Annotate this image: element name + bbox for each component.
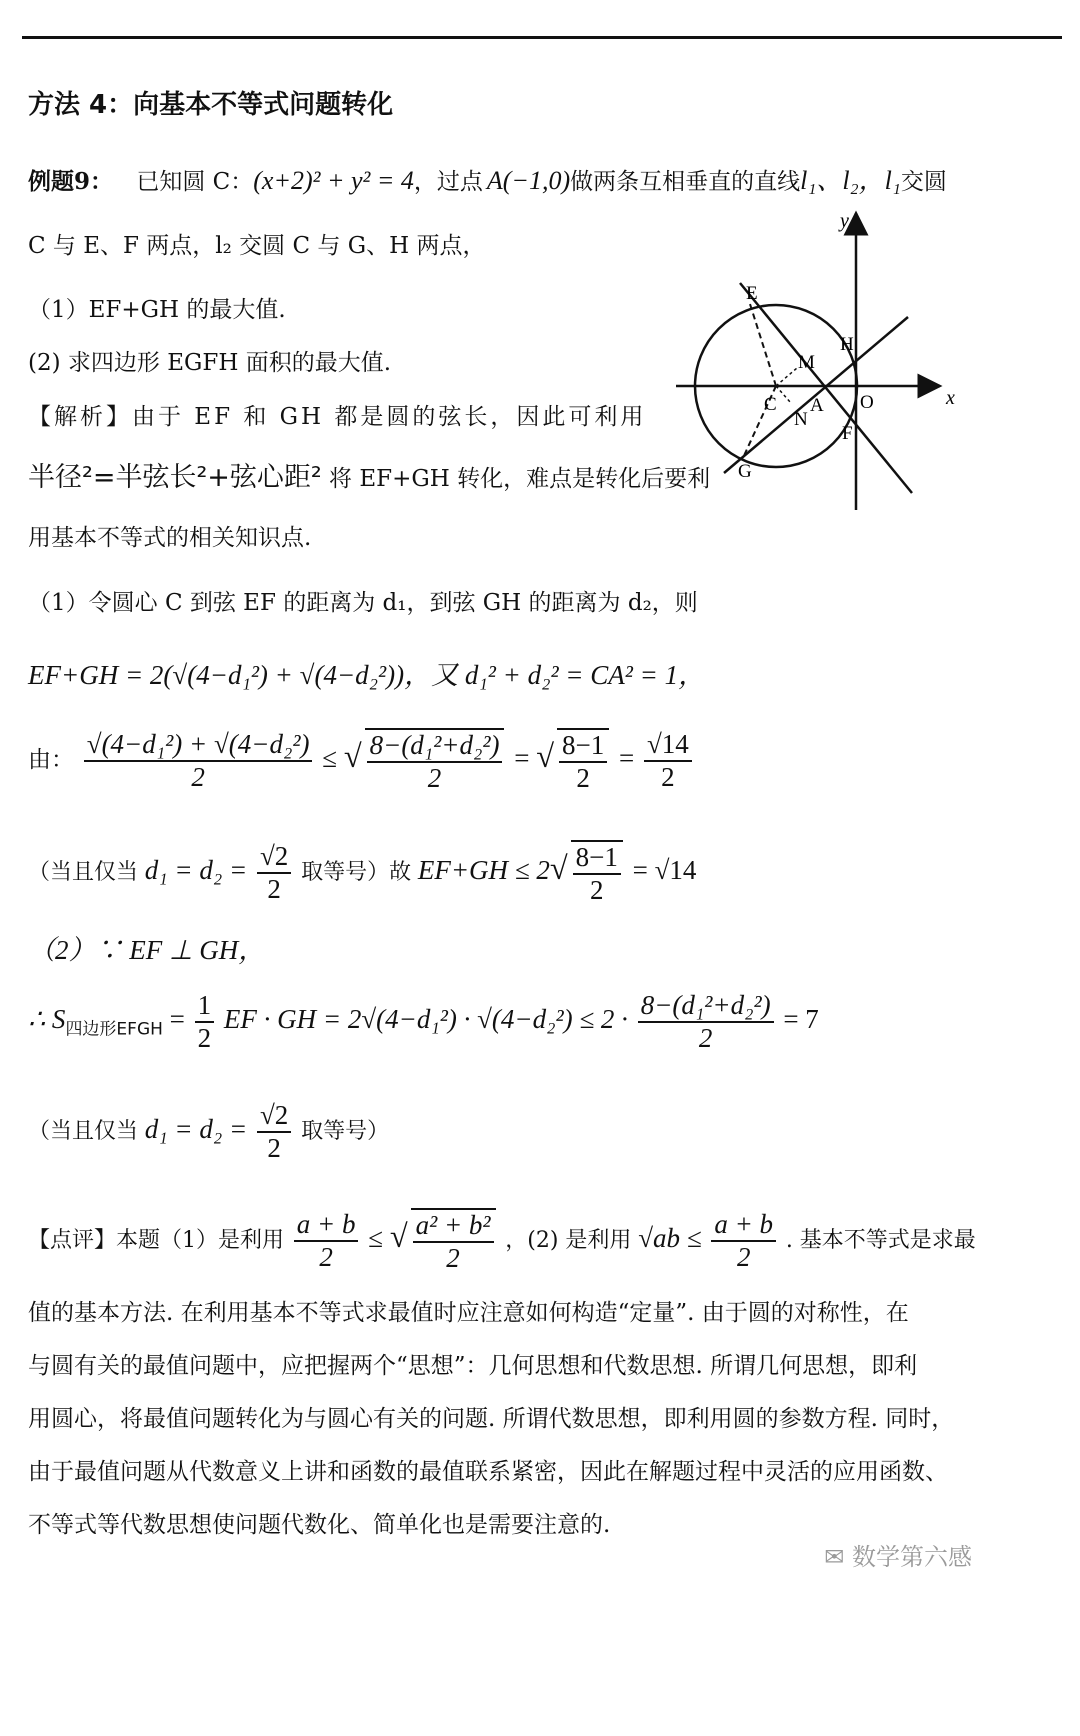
eq2-mid-fraction	[557, 728, 609, 794]
cond2-fraction	[257, 1100, 291, 1164]
eq4-lhs: ∴ S	[28, 1004, 66, 1035]
eq2-root-den: 2	[427, 763, 442, 793]
question-1: （1）EF+GH 的最大值.	[28, 297, 286, 323]
comment-ineq2-num: a + b	[711, 1209, 776, 1242]
label-h: H	[840, 334, 854, 355]
eq4-half	[195, 990, 215, 1054]
eq4-body: EF · GH = 2√(4−d₁²) · √(4−d₂²) ≤ 2 ·	[223, 1004, 628, 1035]
eq4-frac-num: 8−(d₁²+d₂²)	[638, 990, 774, 1023]
eq3-den: 2	[590, 875, 604, 905]
segment-cn	[776, 386, 790, 402]
comment-le: ≤	[368, 1223, 384, 1254]
eq3-root-sign: √	[549, 851, 568, 888]
by-label: 由：	[28, 747, 74, 774]
eq2-le: ≤	[322, 743, 338, 774]
comment-body-5: 不等式等代数思想使问题代数化、简单化也是需要注意的.	[28, 1512, 611, 1538]
cond1-fraction	[257, 841, 291, 905]
label-o: O	[860, 392, 874, 413]
comment-ineq2-fraction	[711, 1209, 776, 1273]
comment-mid: ，(2) 是利用	[505, 1228, 632, 1254]
label-c: C	[764, 394, 777, 415]
comment-body-3: 用圆心，将最值问题转化为与圆心有关的问题. 所谓代数思想，即利用圆的参数方程. 同时，	[28, 1406, 955, 1432]
comment-tail: . 基本不等式是求最	[785, 1228, 976, 1254]
equation-1: EF+GH = 2(√(4−d₁²) + √(4−d₂²))，又 d₁² + d₂² = CA² = 1，	[28, 660, 706, 690]
example-label: 例题9：	[28, 168, 114, 195]
lines-label: l₁、l₂，l₁	[800, 166, 901, 195]
label-m: M	[798, 352, 815, 373]
example-text-2: ，过点	[413, 169, 483, 195]
label-e: E	[746, 283, 758, 304]
equality-condition-2	[28, 1100, 389, 1164]
eq2-eq-2: =	[618, 743, 635, 774]
comment-ineq1-rhs	[411, 1208, 496, 1274]
segment-cm	[776, 368, 797, 386]
radius-relation: 半径²=半弦长²+弦心距²	[28, 462, 322, 493]
eq2-root-num: 8−(d₁²+d₂²)	[367, 730, 503, 763]
eq2-root-sign: √	[343, 739, 362, 776]
eq2-lhs-fraction	[84, 729, 313, 793]
eq2-root-fraction	[365, 728, 505, 794]
eq4-eq: =	[169, 1004, 185, 1035]
geometry-figure	[672, 205, 972, 525]
comment-ineq2-den: 2	[736, 1242, 751, 1272]
cond1-den: 2	[267, 874, 281, 904]
wechat-icon: ✉	[824, 1543, 845, 1571]
section-heading: 方法 4：向基本不等式问题转化	[28, 90, 394, 120]
eq2-root-sign-2: √	[536, 739, 554, 776]
eq4-half-num: 1	[195, 990, 215, 1023]
label-n: N	[794, 409, 808, 430]
watermark-text: 数学第六感	[852, 1543, 972, 1571]
eq3-rhs: = √14	[632, 855, 697, 886]
equation-2	[28, 728, 695, 794]
point-a: A(−1,0)	[486, 166, 571, 195]
eq4-frac-den: 2	[698, 1023, 713, 1053]
question-2: (2) 求四边形 EGFH 面积的最大值.	[28, 350, 392, 376]
cond1-open: （当且仅当	[28, 860, 139, 886]
solution-part-1: （1）令圆心 C 到弦 EF 的距离为 d₁，到弦 GH 的距离为 d₂，则	[28, 590, 698, 616]
comment-ineq1-num: a + b	[294, 1209, 359, 1242]
cond2-var: d₁ = d₂ =	[144, 1114, 248, 1145]
equality-condition-1	[28, 840, 696, 906]
eq4-subscript: 四边形EFGH	[65, 1019, 163, 1040]
analysis-line-2	[28, 462, 710, 494]
label-g: G	[738, 461, 752, 482]
comment-ineq1-root-num: a² + b²	[413, 1210, 494, 1243]
comment-ineq1-lhs	[294, 1209, 359, 1273]
analysis-line-3: 用基本不等式的相关知识点.	[28, 525, 312, 551]
comment-root-sign: √	[389, 1219, 408, 1256]
cond2-open: （当且仅当	[28, 1119, 139, 1145]
eq2-right-num: √14	[644, 729, 692, 762]
comment-ineq1-root-den: 2	[446, 1243, 460, 1273]
eq4-fraction	[638, 990, 774, 1054]
example-line-1	[28, 165, 947, 197]
comment-ineq2-lhs: √ab ≤	[638, 1223, 702, 1254]
example-line-2: C 与 E、F 两点，l₂ 交圆 C 与 G、H 两点，	[28, 233, 486, 259]
example-text-1: 已知圆 C：	[136, 169, 254, 195]
eq2-lhs-den: 2	[191, 762, 205, 792]
label-a: A	[810, 395, 824, 416]
eq2-right-den: 2	[661, 762, 675, 792]
comment-label: 【点评】本题（1）是利用	[28, 1228, 284, 1254]
cond1-num: √2	[257, 841, 291, 874]
eq4-rhs: = 7	[783, 1004, 819, 1035]
cond2-num: √2	[257, 1100, 291, 1133]
segment-ce	[750, 304, 776, 386]
equation-4	[28, 990, 819, 1054]
comment-body-4: 由于最值问题从代数意义上讲和函数的最值联系紧密，因此在解题过程中灵活的应用函数、	[28, 1459, 948, 1485]
eq4-half-den: 2	[197, 1023, 212, 1053]
cond2-close: 取等号）	[301, 1119, 390, 1145]
label-f: F	[842, 423, 853, 444]
watermark	[824, 1537, 972, 1572]
eq3-fraction	[571, 840, 623, 906]
eq2-mid-den: 2	[576, 763, 590, 793]
label-x: x	[946, 387, 955, 409]
eq2-eq-1: =	[514, 743, 530, 774]
cond2-den: 2	[267, 1133, 281, 1163]
comment-body-1: 值的基本方法. 在利用基本不等式求最值时应注意如何构造“定量”. 由于圆的对称性，在	[28, 1300, 909, 1326]
comment-ineq1-den: 2	[319, 1242, 333, 1272]
eq3-num: 8−1	[573, 842, 621, 875]
example-text-4: 交圆	[900, 169, 947, 195]
example-text-3: 做两条互相垂直的直线	[570, 169, 801, 195]
eq2-right-fraction	[644, 729, 692, 793]
analysis-line-1: 【解析】由于 EF 和 GH 都是圆的弦长，因此可利用	[28, 404, 647, 430]
eq2-lhs-num: √(4−d₁²) + √(4−d₂²)	[84, 729, 313, 762]
solution-part-2: （2）∵ EF ⊥ GH，	[28, 935, 266, 965]
top-rule	[22, 36, 1062, 39]
circle-equation: (x+2)² + y² = 4	[253, 166, 414, 195]
comment-body-2: 与圆有关的最值问题中，应把握两个“思想”：几何思想和代数思想. 所谓几何思想，即利	[28, 1353, 918, 1379]
eq2-mid-num: 8−1	[559, 730, 607, 763]
label-y: y	[840, 210, 849, 232]
analysis-line-2-rest: 将 EF+GH 转化，难点是转化后要利	[329, 466, 711, 492]
cond1-close: 取等号）故	[301, 860, 412, 886]
cond1-var: d₁ = d₂ =	[144, 855, 248, 886]
comment-line-1	[28, 1208, 976, 1274]
eq3-lhs: EF+GH ≤ 2	[417, 855, 550, 886]
